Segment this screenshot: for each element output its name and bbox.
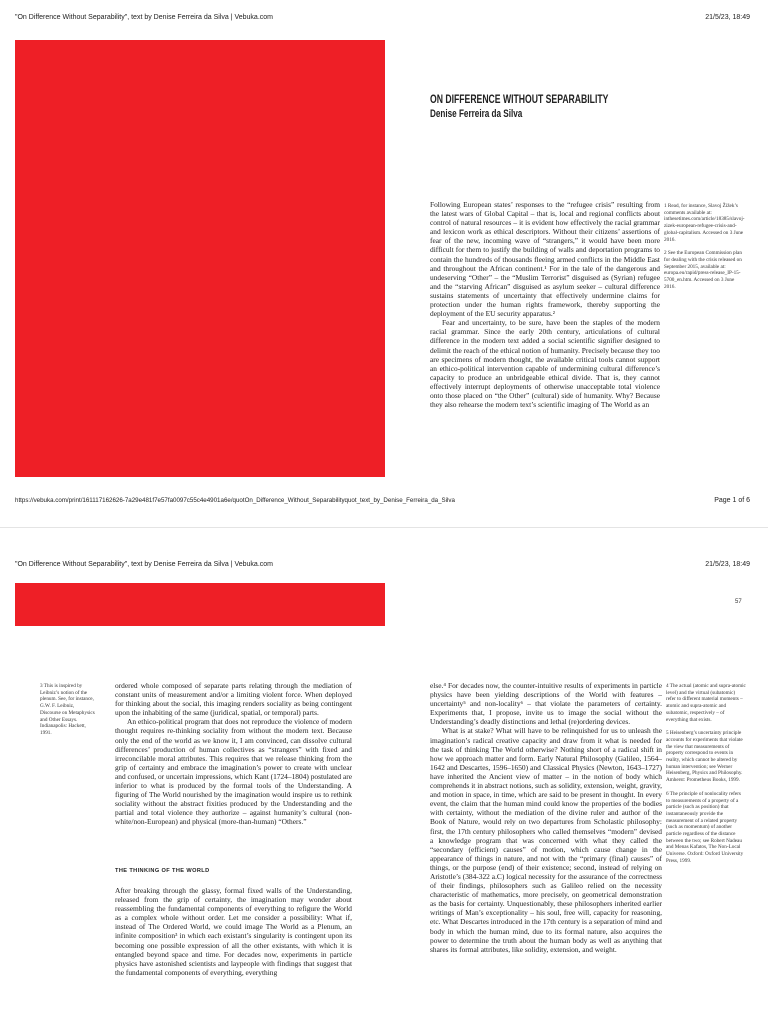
paragraph: An ethico-political program that does not reproduce the violence of modern thought requires re-thinking sociality from without the modern text. Because only the end of the world as we know it, I am convinced, can dissolve cultural differences’ production of human collectives as “strangers” with fixed and irreconcilable moral attributes. This requires that we release thinking from the grip of certainty and embrace the imagination’s power to create with unclear and confused, or uncertain impressions, which Kant (1724–1804) postulated are inferior to what is produced by the formal tools of the Understanding. A figuring of The World nourished by the imagination would inspire us to rethink sociality without the abstract fixities produced by the Understanding and the partial and total violence they authorize – against humanity’s cultural (non-white/non-European) and physical (more-than-human) “Others.” — [115, 717, 352, 827]
browser-header-title: "On Difference Without Separability", text by Denise Ferreira da Silva | Vebuka.com — [15, 561, 273, 568]
page2-left-notes — [40, 683, 96, 744]
section-heading: THE THINKING OF THE WORLD — [115, 868, 210, 874]
footnote-6: 6 The principle of nonlocality refers to measurements of a property of a particle (such as position) that instantaneously provide the measurement of a related property (such as momentum) of another particle regardless of the distance between the two; see Robert Nadeau and Menas Kafatos, The Non-Local Universe. Oxford: Oxford University Press, 1999. — [666, 790, 744, 864]
paragraph: ordered whole composed of separate parts relating through the mediation of constant units of measurement and/or a limiting violent force. When deployed for thinking about the social, this imaging renders sociality as being contingent upon the inhabiting of the same (juridical, spatial, or temporal) parts. — [115, 681, 352, 718]
paragraph: else.⁴ For decades now, the counter-intuitive results of experiments in particle physics have been yielding descriptions of the World with features – uncertainty⁵ and non-locality⁶ – that violate the parameters of certainty. Experiments that, I propose, invite us to image the social without the Understanding’s deadly distinctions and lethal (re)ordering devices. — [430, 681, 662, 727]
page2-column-2 — [430, 681, 662, 1022]
article-title: ON DIFFERENCE WITHOUT SEPARABILITY — [430, 92, 609, 106]
paragraph: Fear and uncertainty, to be sure, have been the staples of the modern racial grammar. Since the early 20th century, articulations of cultural difference in the modern text added a social scientific signifier designed to delimit the reach of the ethical notion of humanity. Precisely because they too are specimens of modern thought, the available critical tools cannot support an ethico-political intervention capable of undermining cultural difference’s capacity to produce an unbridgeable ethical divide. That is, they cannot effectively interrupt deployments of otherwise unacceptable total violence onto those placed on “the Other” (cultural) side of humanity. Why? Because they also rehearse the modern text’s scientific imaging of The World as an — [430, 318, 660, 410]
browser-header-title: "On Difference Without Separability", text by Denise Ferreira da Silva | Vebuka.com — [15, 14, 273, 21]
page1-body — [430, 200, 660, 409]
page1-side-notes — [664, 203, 744, 297]
footnote-1: 1 Read, for instance, Slavoj Žižek’s comments available at: inthesetimes.com/article/18385/slavoj-zizek-european-refugee-crisis-and-global-capitalism. Accessed on 3 June 2016. — [664, 203, 745, 243]
footnote-2: 2 See the European Commission plan for dealing with the crisis released on September 2015, available at: europa.eu/rapid/press-release_IP-15-5700_en.htm. Accessed on 3 June 2016. — [664, 250, 742, 290]
paragraph: What is at stake? What will have to be relinquished for us to unleash the imagination’s radical creative capacity and draw from it what is needed for the task of thinking The World otherwise? Nothing short of a radical shift in how we approach matter and form. Early Natural Philosophy (Galileo, 1564–1642 and Descartes, 1596–1650) and Classical Physics (Newton, 1643–1727) have inherited the Ancient view of matter – in the notion of body which comprehends it in abstract notions, such as solidity, extension, weight, gravity, and motion in space, in time, which are said to be present in thought. In every event, the claim that the human mind could know the properties of the bodies with certainty, without the mediation of the divine ruler and author of the Book of Nature, would rely on two departures from Scholastic philosophy: first, the 17th century philosophers who called themselves “modern” devised a knowledge program that was concerned with what they called the “secondary (efficient) causes” of motion, which cause change in the appearance of things in nature, and not with the “primary (final) causes” of things, or the purpose (end) of their existence; second, instead of relying on Aristotle’s (384-322 a.C) logical necessity for the assurance of the correctness of their findings, philosophers such as Galileo relied on the necessity characteristic of mathematics, more precisely, on geometrical demonstration as the basis for certainty. Unquestionably, these philosophers inherited earlier writings of Man’s exceptionality – his soul, free will, capacity for reasoning, etc. What Descartes introduced in the 17th century is a separation of mind and body in which the human mind, due to its formal nature, also acquires the power to determine the truth about the human body as well as anything that shares its formal attributes, like solidity, extension, and weight. — [430, 726, 662, 954]
page-divider — [0, 527, 768, 528]
red-block-cover — [15, 40, 385, 477]
page2-column-1-section — [115, 886, 352, 1022]
page2-right-notes — [666, 683, 746, 1021]
footer-url[interactable]: https://vebuka.com/print/161117162626-7a29e481f7e57fa0097c55c4e4901a6e/quotOn_Difference_Without_Separabilityquot_text_by_Denise_Ferreira_da_Silva — [15, 497, 455, 504]
page2-column-1 — [115, 681, 352, 827]
article-author: Denise Ferreira da Silva — [430, 108, 523, 120]
paragraph: After breaking through the glassy, formal fixed walls of the Understanding, released from the grip of certainty, the imagination may wonder about reassembling the fundamental components of everything to refigure the World as a complex whole without order. Let me consider a possibility: What if, instead of The Ordered World, we could image The World as a Plenum, an infinite composition³ in which each existant’s singularity is contingent upon its becoming one possible expression of all the other existants, with which it is entangled beyond space and time. For decades now, experiments in particle physics have astonished scientists and laypeople with findings that suggest that the fundamental components of everything, everything — [115, 886, 352, 977]
footnote-4: 4 The actual (atomic and supra-atomic level) and the virtual (subatomic) refer to different material moments – atomic and supra-atomic and subatomic, respectively – of everything that exists. — [666, 683, 746, 723]
browser-header-datetime: 21/5/23, 18:49 — [705, 14, 750, 21]
footnote-5: 5 Heisenberg’s uncertainty principle accounts for experiments that violate the view that measurements of property correspond to events in reality, which cannot be altered by human intervention; see Werner Heisenberg, Physics and Philosophy. Amherst: Prometheus Books, 1999. — [666, 730, 743, 784]
browser-header-datetime: 21/5/23, 18:49 — [705, 561, 750, 568]
footer-page-count: Page 1 of 6 — [714, 497, 750, 504]
paragraph: Following European states’ responses to the “refugee crisis” resulting from the latest wars of Global Capital – that is, local and regional conflicts about control of natural resources – it is evident how effectively the racial grammar and lexicon work as ethical descriptors. Without their citizens’ assertions of fear of the new, incoming wave of “strangers,” it would have been more difficult for them to justify the building of walls and deportation programs to contain the hundreds of thousands fleeing armed conflicts in the Middle East and throughout the African continent.¹ For in the tale of the dangerous and undeserving “Other” – the “Muslim Terrorist” disguised as (Syrian) refugee and the “starving African” disguised as asylum seeker – cultural difference sustains statements of uncertainty that effectively undermine claims for protection under the human rights framework, thereby supporting the deployment of the EU security apparatus.² — [430, 200, 660, 319]
page-number: 57 — [735, 599, 742, 605]
red-block-band — [15, 583, 385, 626]
footnote-3: 3 This is inspired by Leibniz’s notion of the plenum. See, for instance, G.W. F. Leibniz, Discourse on Metaphysics and Other Essays. Indianapolis: Hackett, 1991. — [40, 683, 95, 736]
